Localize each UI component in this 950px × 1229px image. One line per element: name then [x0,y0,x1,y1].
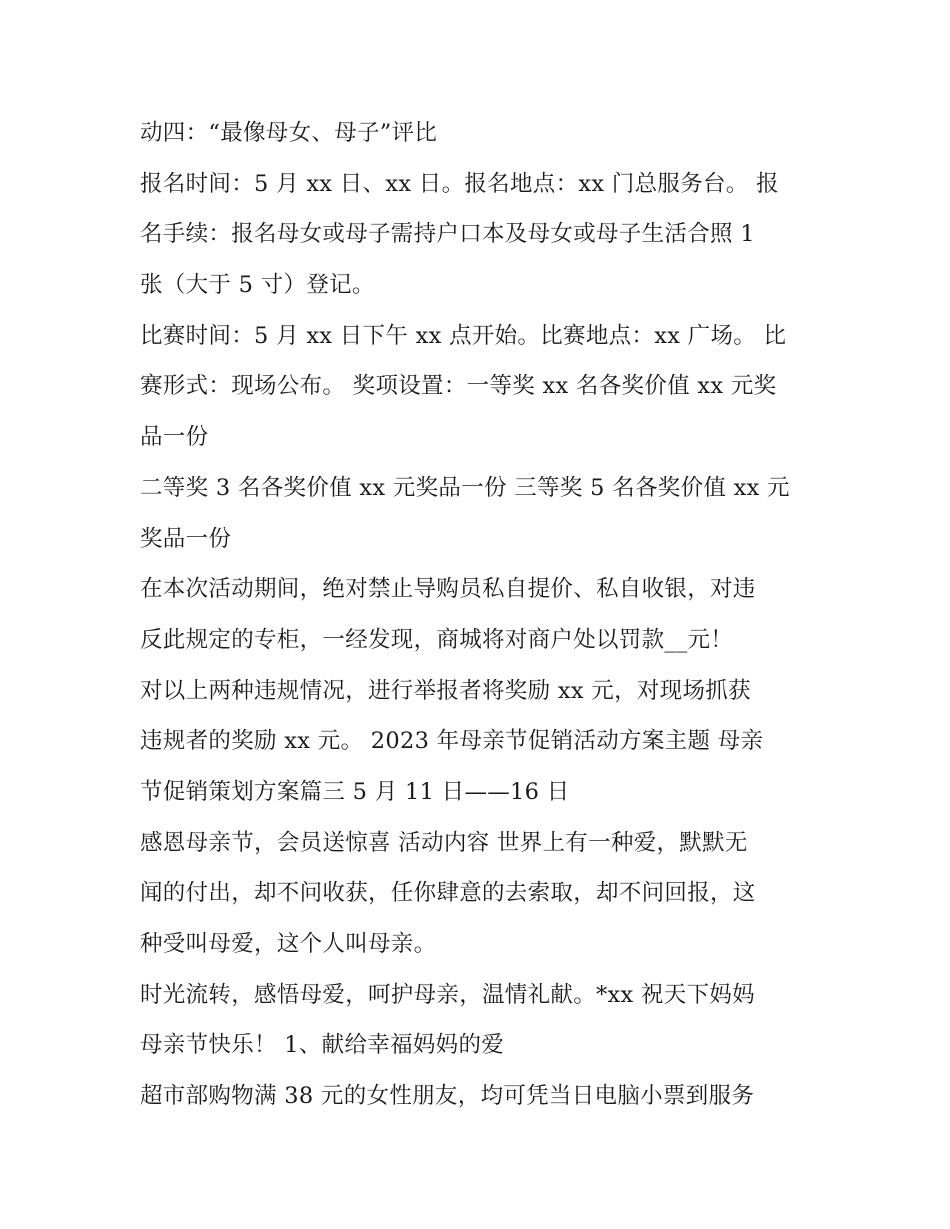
document-body [140,108,820,1122]
text-line: 闻的付出，却不问收获，任你肆意的去索取，却不问回报，这 [140,880,756,907]
text-line: 违规者的奖励 xx 元。 2023 年母亲节促销活动方案主题 母亲 [140,728,764,755]
text-line: 名手续：报名母女或母子需持户口本及母女或母子生活合照 1 [140,221,755,248]
text-line: 母亲节快乐！ 1、献给幸福妈妈的爱 [140,1032,505,1059]
text-line: 反此规定的专柜，一经发现，商城将对商户处以罚款__元！ [140,626,734,653]
text-line: 种受叫母爱，这个人叫母亲。 [140,931,437,957]
text-line: 感恩母亲节，会员送惊喜 活动内容 世界上有一种爱，默默无 [140,829,748,856]
text-line: 奖品一份 [140,525,232,552]
text-line: 赛形式：现场公布。 奖项设置：一等奖 xx 名各奖价值 xx 元奖 [140,373,777,400]
text-line: 节促销策划方案篇三 5 月 11 日——16 日 [140,778,570,805]
text-line: 超市部购物满 38 元的女性朋友，均可凭当日电脑小票到服务 [140,1083,755,1110]
text-line: 二等奖 3 名各奖价值 xx 元奖品一份 三等奖 5 名各奖价值 xx 元 [140,474,790,501]
text-line: 品一份 [140,424,209,451]
text-line: 对以上两种违规情况，进行举报者将奖励 xx 元，对现场抓获 [140,677,751,704]
text-line: 在本次活动期间，绝对禁止导购员私自提价、私自收银，对违 [140,576,756,603]
text-line: 比赛时间：5 月 xx 日下午 xx 点开始。比赛地点：xx 广场。 比 [140,322,787,349]
text-line: 张（大于 5 寸）登记。 [140,272,375,299]
text-line: 时光流转，感悟母爱，呵护母亲，温情礼献。*xx 祝天下妈妈 [140,981,755,1008]
text-line: 报名时间：5 月 xx 日、xx 日。报名地点：xx 门总服务台。 报 [140,170,779,197]
text-line: 动四：“最像母女、母子”评比 [140,120,438,146]
